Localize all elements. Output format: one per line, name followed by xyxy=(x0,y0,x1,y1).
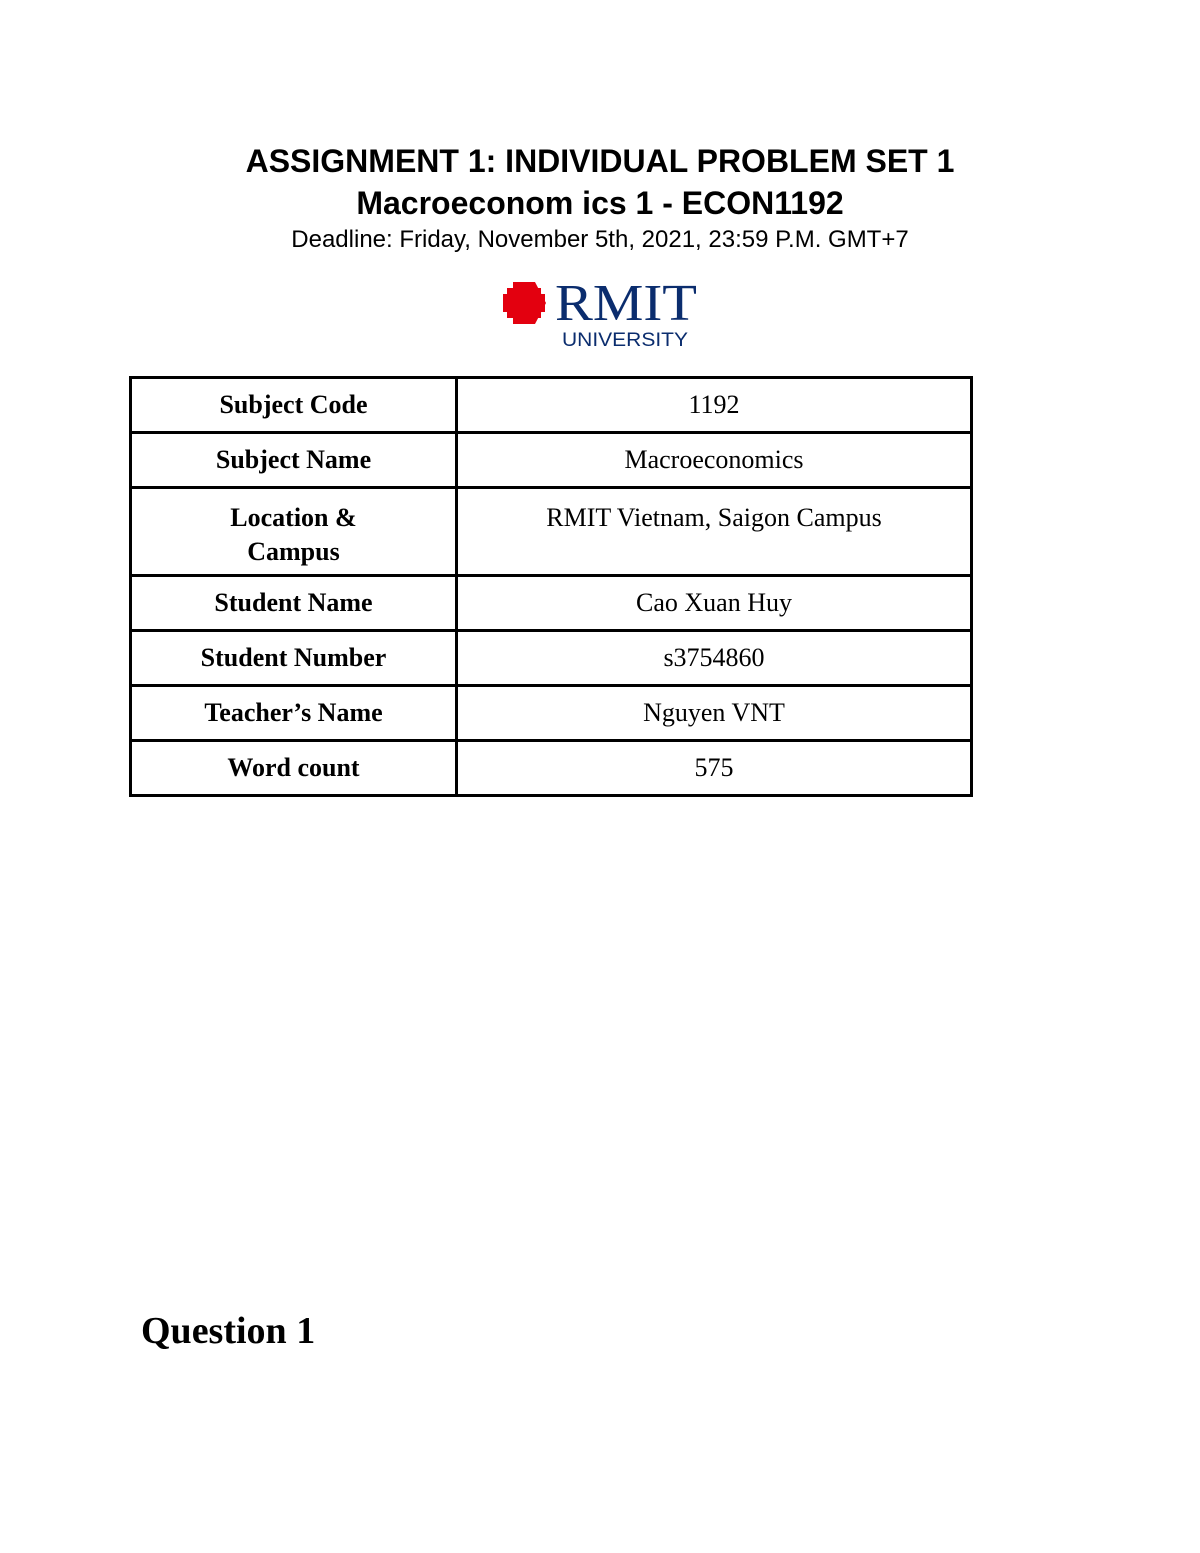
row-value: RMIT Vietnam, Saigon Campus xyxy=(457,488,972,576)
rmit-pixel-mark-icon xyxy=(503,282,546,324)
row-label: Teacher’s Name xyxy=(131,686,457,741)
row-label: Word count xyxy=(131,741,457,796)
row-label: Student Name xyxy=(131,576,457,631)
logo-wordmark: RMIT xyxy=(555,276,697,332)
table-row xyxy=(131,488,972,576)
row-value: Macroeconomics xyxy=(457,433,972,488)
row-value: s3754860 xyxy=(457,631,972,686)
row-label: Subject Code xyxy=(131,378,457,433)
course-subtitle: Macroeconom ics 1 - ECON1192 xyxy=(356,185,844,221)
table-row xyxy=(131,631,972,686)
table-row xyxy=(131,686,972,741)
deadline-text: Deadline: Friday, November 5th, 2021, 23:59 P.M. GMT+7 xyxy=(291,226,909,253)
question-heading: Question 1 xyxy=(141,1310,316,1352)
row-value: Cao Xuan Huy xyxy=(457,576,972,631)
row-label: Location & Campus xyxy=(131,488,457,576)
table-row xyxy=(131,378,972,433)
logo-subtext: UNIVERSITY xyxy=(562,330,689,350)
table-row xyxy=(131,433,972,488)
row-value: Nguyen VNT xyxy=(457,686,972,741)
table-row xyxy=(131,576,972,631)
row-value: 1192 xyxy=(457,378,972,433)
row-label: Student Number xyxy=(131,631,457,686)
row-label: Subject Name xyxy=(131,433,457,488)
assignment-title: ASSIGNMENT 1: INDIVIDUAL PROBLEM SET 1 xyxy=(245,143,955,179)
submission-info-table xyxy=(129,376,973,797)
row-value: 575 xyxy=(457,741,972,796)
rmit-university-logo xyxy=(500,276,700,350)
table-row xyxy=(131,741,972,796)
